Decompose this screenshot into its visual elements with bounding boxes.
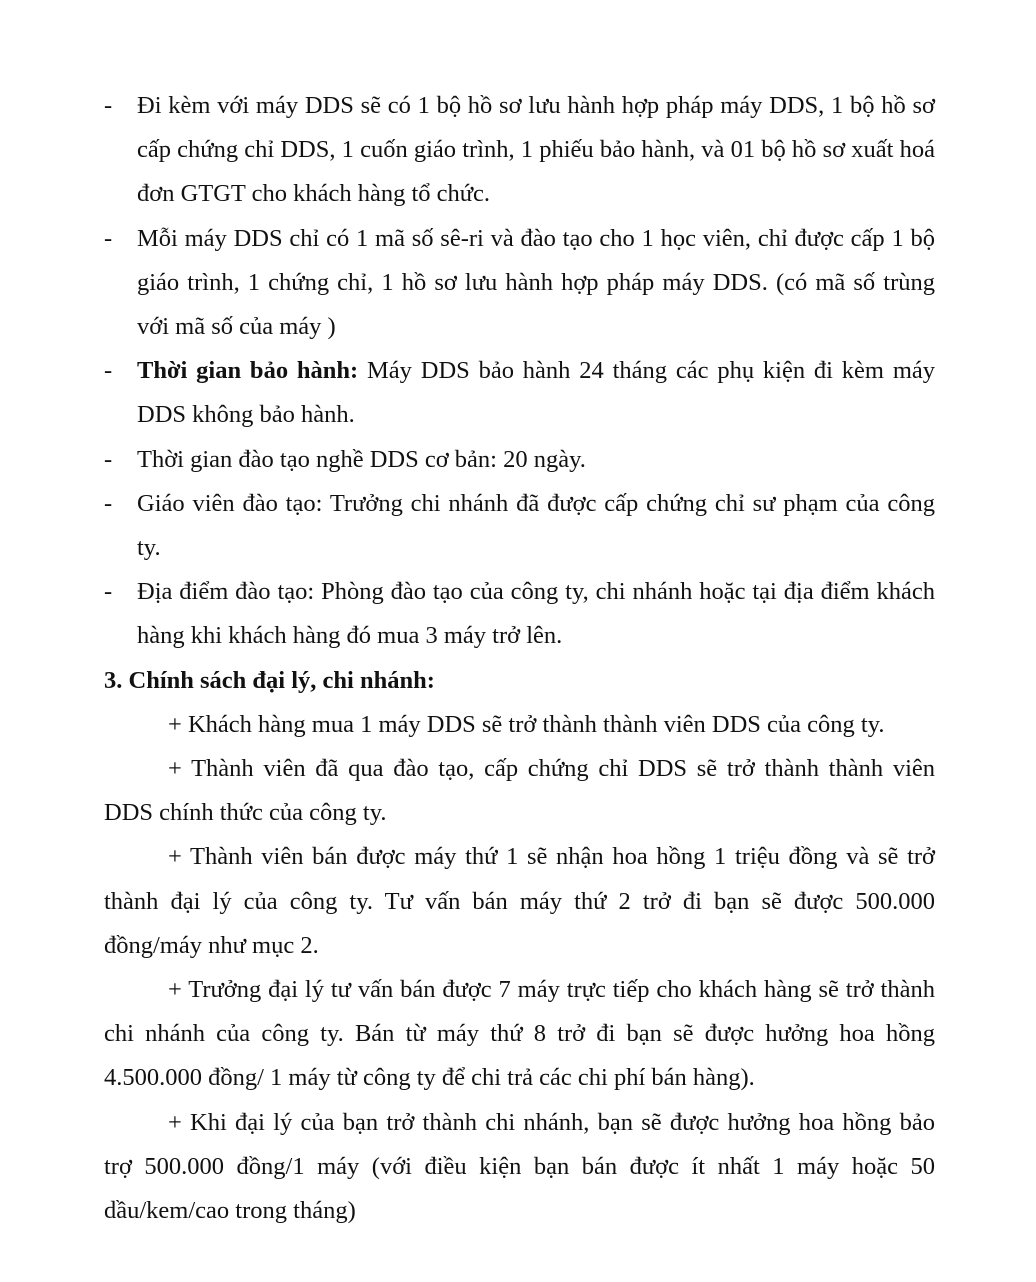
paragraph-sponsorship-commission	[104, 1101, 935, 1234]
bullet-item-warranty-period	[104, 349, 935, 437]
paragraph-official-member	[104, 747, 935, 835]
bullet-text: Đi kèm với máy DDS sẽ có 1 bộ hồ sơ lưu hành hợp pháp máy DDS, 1 bộ hồ sơ cấp chứng chỉ DDS, 1 cuốn giáo trình, 1 phiếu bảo hành, và 01 bộ hồ sơ xuất hoá đơn GTGT cho khách hàng tổ chức.	[137, 92, 935, 208]
bullet-text: Mỗi máy DDS chỉ có 1 mã số sê-ri và đào tạo cho 1 học viên, chỉ được cấp 1 bộ giáo trình, 1 chứng chỉ, 1 hồ sơ lưu hành hợp pháp máy DDS. (có mã số trùng với mã số của máy )	[137, 224, 935, 341]
paragraph-text: + Trưởng đại lý tư vấn bán được 7 máy trực tiếp cho khách hàng sẽ trở thành chi nhánh của công ty. Bán từ máy thứ 8 trở đi bạn sẽ được hưởng hoa hồng 4.500.000 đồng/ 1 máy từ công ty để chi trả các chi phí bán hàng).	[104, 976, 935, 1092]
bullet-text: Địa điểm đào tạo: Phòng đào tạo của công ty, chi nhánh hoặc tại địa điểm khách hàng khi khách hàng đó mua 3 máy trở lên.	[137, 578, 935, 650]
bullet-dash: -	[104, 92, 113, 119]
warranty-text: Máy DDS bảo hành 24 tháng các phụ kiện đi kèm máy DDS không bảo hành.	[137, 357, 935, 429]
paragraph-text: + Khách hàng mua 1 máy DDS sẽ trở thành thành viên DDS của công ty.	[168, 710, 885, 738]
bullet-dash: -	[104, 578, 113, 606]
bullet-text: Thời gian đào tạo nghề DDS cơ bản: 20 ngày.	[137, 445, 586, 473]
bullet-dash: -	[104, 489, 113, 517]
section-heading-text: 3. Chính sách đại lý, chi nhánh:	[104, 666, 435, 694]
document-page	[104, 84, 935, 1233]
paragraph-text: + Thành viên đã qua đào tạo, cấp chứng chỉ DDS sẽ trở thành thành viên DDS chính thức của công ty.	[104, 755, 935, 827]
bullet-item-training-duration	[104, 438, 935, 482]
bullet-text: Giáo viên đào tạo: Trưởng chi nhánh đã được cấp chứng chỉ sư phạm của công ty.	[137, 489, 935, 562]
paragraph-text: + Thành viên bán được máy thứ 1 sẽ nhận hoa hồng 1 triệu đồng và sẽ trở thành đại lý của công ty. Tư vấn bán máy thứ 2 trở đi bạn sẽ được 500.000 đồng/máy như mục 2.	[104, 843, 935, 959]
bullet-item-training-location	[104, 570, 935, 658]
warranty-label: Thời gian bảo hành:	[137, 357, 359, 385]
bullet-item-instructor	[104, 482, 935, 570]
paragraph-text: + Khi đại lý của bạn trở thành chi nhánh, bạn sẽ được hưởng hoa hồng bảo trợ 500.000 đồng/1 máy (với điều kiện bạn bán được ít nhất 1 máy hoặc 50 dầu/kem/cao trong tháng)	[104, 1108, 935, 1225]
bullet-dash: -	[104, 445, 113, 473]
paragraph-agent	[104, 835, 935, 968]
bullet-dash: -	[104, 357, 113, 385]
bullet-dash: -	[104, 224, 113, 252]
bullet-item-accompanying-documents	[104, 84, 935, 217]
bullet-text-container	[137, 349, 935, 437]
section-heading	[104, 659, 935, 703]
bullet-item-serial-number	[104, 217, 935, 350]
paragraph-member	[104, 703, 935, 747]
paragraph-branch	[104, 968, 935, 1101]
